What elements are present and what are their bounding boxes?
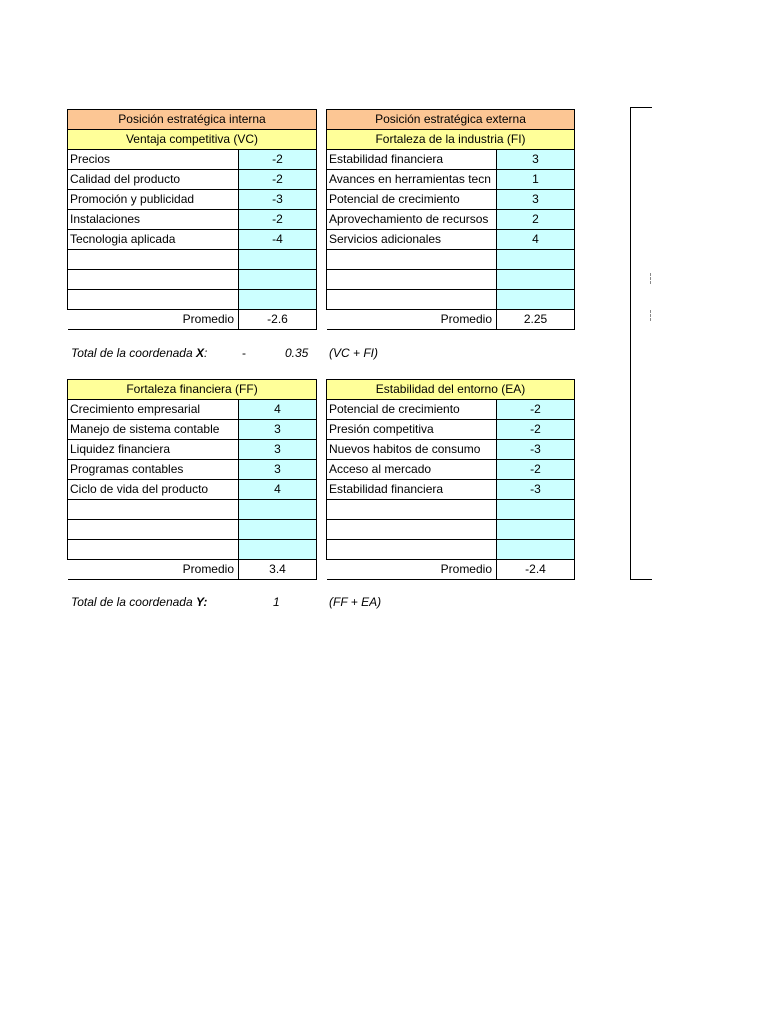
ff-row-label: Programas contables xyxy=(68,460,239,480)
table-row xyxy=(327,290,575,310)
ff-row-value: 3 xyxy=(239,420,317,440)
total-x-value: 0.35 xyxy=(285,346,309,360)
ff-row-value xyxy=(239,520,317,540)
ff-row-value: 4 xyxy=(239,480,317,500)
total-x-label xyxy=(71,346,207,360)
vc-row-value: -2 xyxy=(239,210,317,230)
table-row xyxy=(327,440,575,460)
ff-row-label: Manejo de sistema contable xyxy=(68,420,239,440)
vc-row-label: Instalaciones xyxy=(68,210,239,230)
total-y-value: 1 xyxy=(273,595,280,609)
fi-avg-label: Promedio xyxy=(327,310,497,330)
table-row xyxy=(327,400,575,420)
ea-row-value: -2 xyxy=(497,420,575,440)
ea-table xyxy=(326,379,575,580)
ff-row-value xyxy=(239,540,317,560)
table-row xyxy=(327,420,575,440)
ff-row-label: Crecimiento empresarial xyxy=(68,400,239,420)
table-row xyxy=(327,230,575,250)
table-row xyxy=(327,170,575,190)
vc-header: Ventaja competitiva (VC) xyxy=(68,130,317,150)
ea-row-label: Estabilidad financiera xyxy=(327,480,497,500)
ff-row-label: Ciclo de vida del producto xyxy=(68,480,239,500)
fi-row-value xyxy=(497,270,575,290)
vc-table xyxy=(67,109,317,330)
table-row xyxy=(68,480,317,500)
ea-row-label: Nuevos habitos de consumo xyxy=(327,440,497,460)
chart-frame xyxy=(630,107,652,580)
ea-row-label xyxy=(327,520,497,540)
internal-title: Posición estratégica interna xyxy=(68,110,317,130)
vc-row-value xyxy=(239,250,317,270)
ff-row-value: 3 xyxy=(239,440,317,460)
ea-row-value: -2 xyxy=(497,400,575,420)
table-row xyxy=(68,270,317,290)
total-x-formula: (VC + FI) xyxy=(329,346,379,360)
fi-avg-value: 2.25 xyxy=(497,310,575,330)
table-row xyxy=(68,540,317,560)
table-row xyxy=(327,520,575,540)
fi-row-value: 1 xyxy=(497,170,575,190)
vc-row-label xyxy=(68,250,239,270)
ff-row-label xyxy=(68,500,239,520)
vc-row-value xyxy=(239,290,317,310)
ff-avg-value: 3.4 xyxy=(239,560,317,580)
ea-row-value: -3 xyxy=(497,440,575,460)
ff-row-label xyxy=(68,520,239,540)
table-row xyxy=(327,210,575,230)
fi-row-value xyxy=(497,250,575,270)
table-row xyxy=(68,500,317,520)
ff-row-label xyxy=(68,540,239,560)
vc-row-label: Tecnologia aplicada xyxy=(68,230,239,250)
ea-avg-label: Promedio xyxy=(327,560,497,580)
ea-row-value xyxy=(497,500,575,520)
table-row xyxy=(68,210,317,230)
table-row xyxy=(68,170,317,190)
vc-avg-label: Promedio xyxy=(68,310,239,330)
fi-row-label xyxy=(327,250,497,270)
ff-table xyxy=(67,379,317,580)
ff-avg-label: Promedio xyxy=(68,560,239,580)
vc-row-value xyxy=(239,270,317,290)
table-row xyxy=(327,250,575,270)
ff-row-value: 3 xyxy=(239,460,317,480)
total-x-prefix: Total de la coordenada xyxy=(71,346,196,360)
table-row xyxy=(327,500,575,520)
total-y-label xyxy=(71,595,207,609)
total-y-formula: (FF + EA) xyxy=(329,595,382,609)
ea-row-label xyxy=(327,540,497,560)
ff-header: Fortaleza financiera (FF) xyxy=(68,380,317,400)
fi-row-label xyxy=(327,270,497,290)
vc-row-label: Precios xyxy=(68,150,239,170)
vc-row-label: Calidad del producto xyxy=(68,170,239,190)
total-y-prefix: Total de la coordenada xyxy=(71,595,196,609)
fi-row-label: Potencial de crecimiento xyxy=(327,190,497,210)
vc-row-label xyxy=(68,290,239,310)
table-row xyxy=(327,150,575,170)
vc-row-value: -4 xyxy=(239,230,317,250)
fi-header: Fortaleza de la industria (FI) xyxy=(327,130,575,150)
fi-row-value xyxy=(497,290,575,310)
vc-row-value: -3 xyxy=(239,190,317,210)
table-row xyxy=(327,540,575,560)
fi-row-label: Estabilidad financiera xyxy=(327,150,497,170)
vc-row-label: Promoción y publicidad xyxy=(68,190,239,210)
table-row xyxy=(68,440,317,460)
fi-row-label: Aprovechamiento de recursos xyxy=(327,210,497,230)
ea-avg-value: -2.4 xyxy=(497,560,575,580)
ea-row-value: -3 xyxy=(497,480,575,500)
table-row xyxy=(327,270,575,290)
external-title: Posición estratégica externa xyxy=(327,110,575,130)
vc-avg-value: -2.6 xyxy=(239,310,317,330)
table-row xyxy=(327,480,575,500)
ea-row-value xyxy=(497,540,575,560)
ff-row-value: 4 xyxy=(239,400,317,420)
vc-row-value: -2 xyxy=(239,150,317,170)
ff-row-label: Liquidez financiera xyxy=(68,440,239,460)
table-row xyxy=(68,290,317,310)
table-row xyxy=(68,230,317,250)
table-row xyxy=(68,150,317,170)
fi-row-label: Servicios adicionales xyxy=(327,230,497,250)
vc-row-value: -2 xyxy=(239,170,317,190)
ea-row-value: -2 xyxy=(497,460,575,480)
table-row xyxy=(68,190,317,210)
total-x-axis: X xyxy=(196,346,205,360)
total-y-axis: Y: xyxy=(196,595,208,609)
table-row xyxy=(327,460,575,480)
fi-row-value: 2 xyxy=(497,210,575,230)
fi-row-label: Avances en herramientas tecn xyxy=(327,170,497,190)
ff-row-value xyxy=(239,500,317,520)
table-row xyxy=(68,520,317,540)
ea-row-label: Presión competitiva xyxy=(327,420,497,440)
ea-row-label: Acceso al mercado xyxy=(327,460,497,480)
table-row xyxy=(68,460,317,480)
table-row xyxy=(68,400,317,420)
table-row xyxy=(68,250,317,270)
fi-row-value: 3 xyxy=(497,190,575,210)
fi-table xyxy=(326,109,575,330)
fi-row-value: 4 xyxy=(497,230,575,250)
fi-row-label xyxy=(327,290,497,310)
ea-row-value xyxy=(497,520,575,540)
fi-row-value: 3 xyxy=(497,150,575,170)
ea-header: Estabilidad del entorno (EA) xyxy=(327,380,575,400)
vc-row-label xyxy=(68,270,239,290)
total-x-colon: : xyxy=(204,346,208,360)
chart-tick-mark xyxy=(650,273,652,284)
table-row xyxy=(68,420,317,440)
ea-row-label: Potencial de crecimiento xyxy=(327,400,497,420)
chart-tick-mark xyxy=(650,310,652,321)
table-row xyxy=(327,190,575,210)
total-x-dash: - xyxy=(242,346,246,360)
ea-row-label xyxy=(327,500,497,520)
